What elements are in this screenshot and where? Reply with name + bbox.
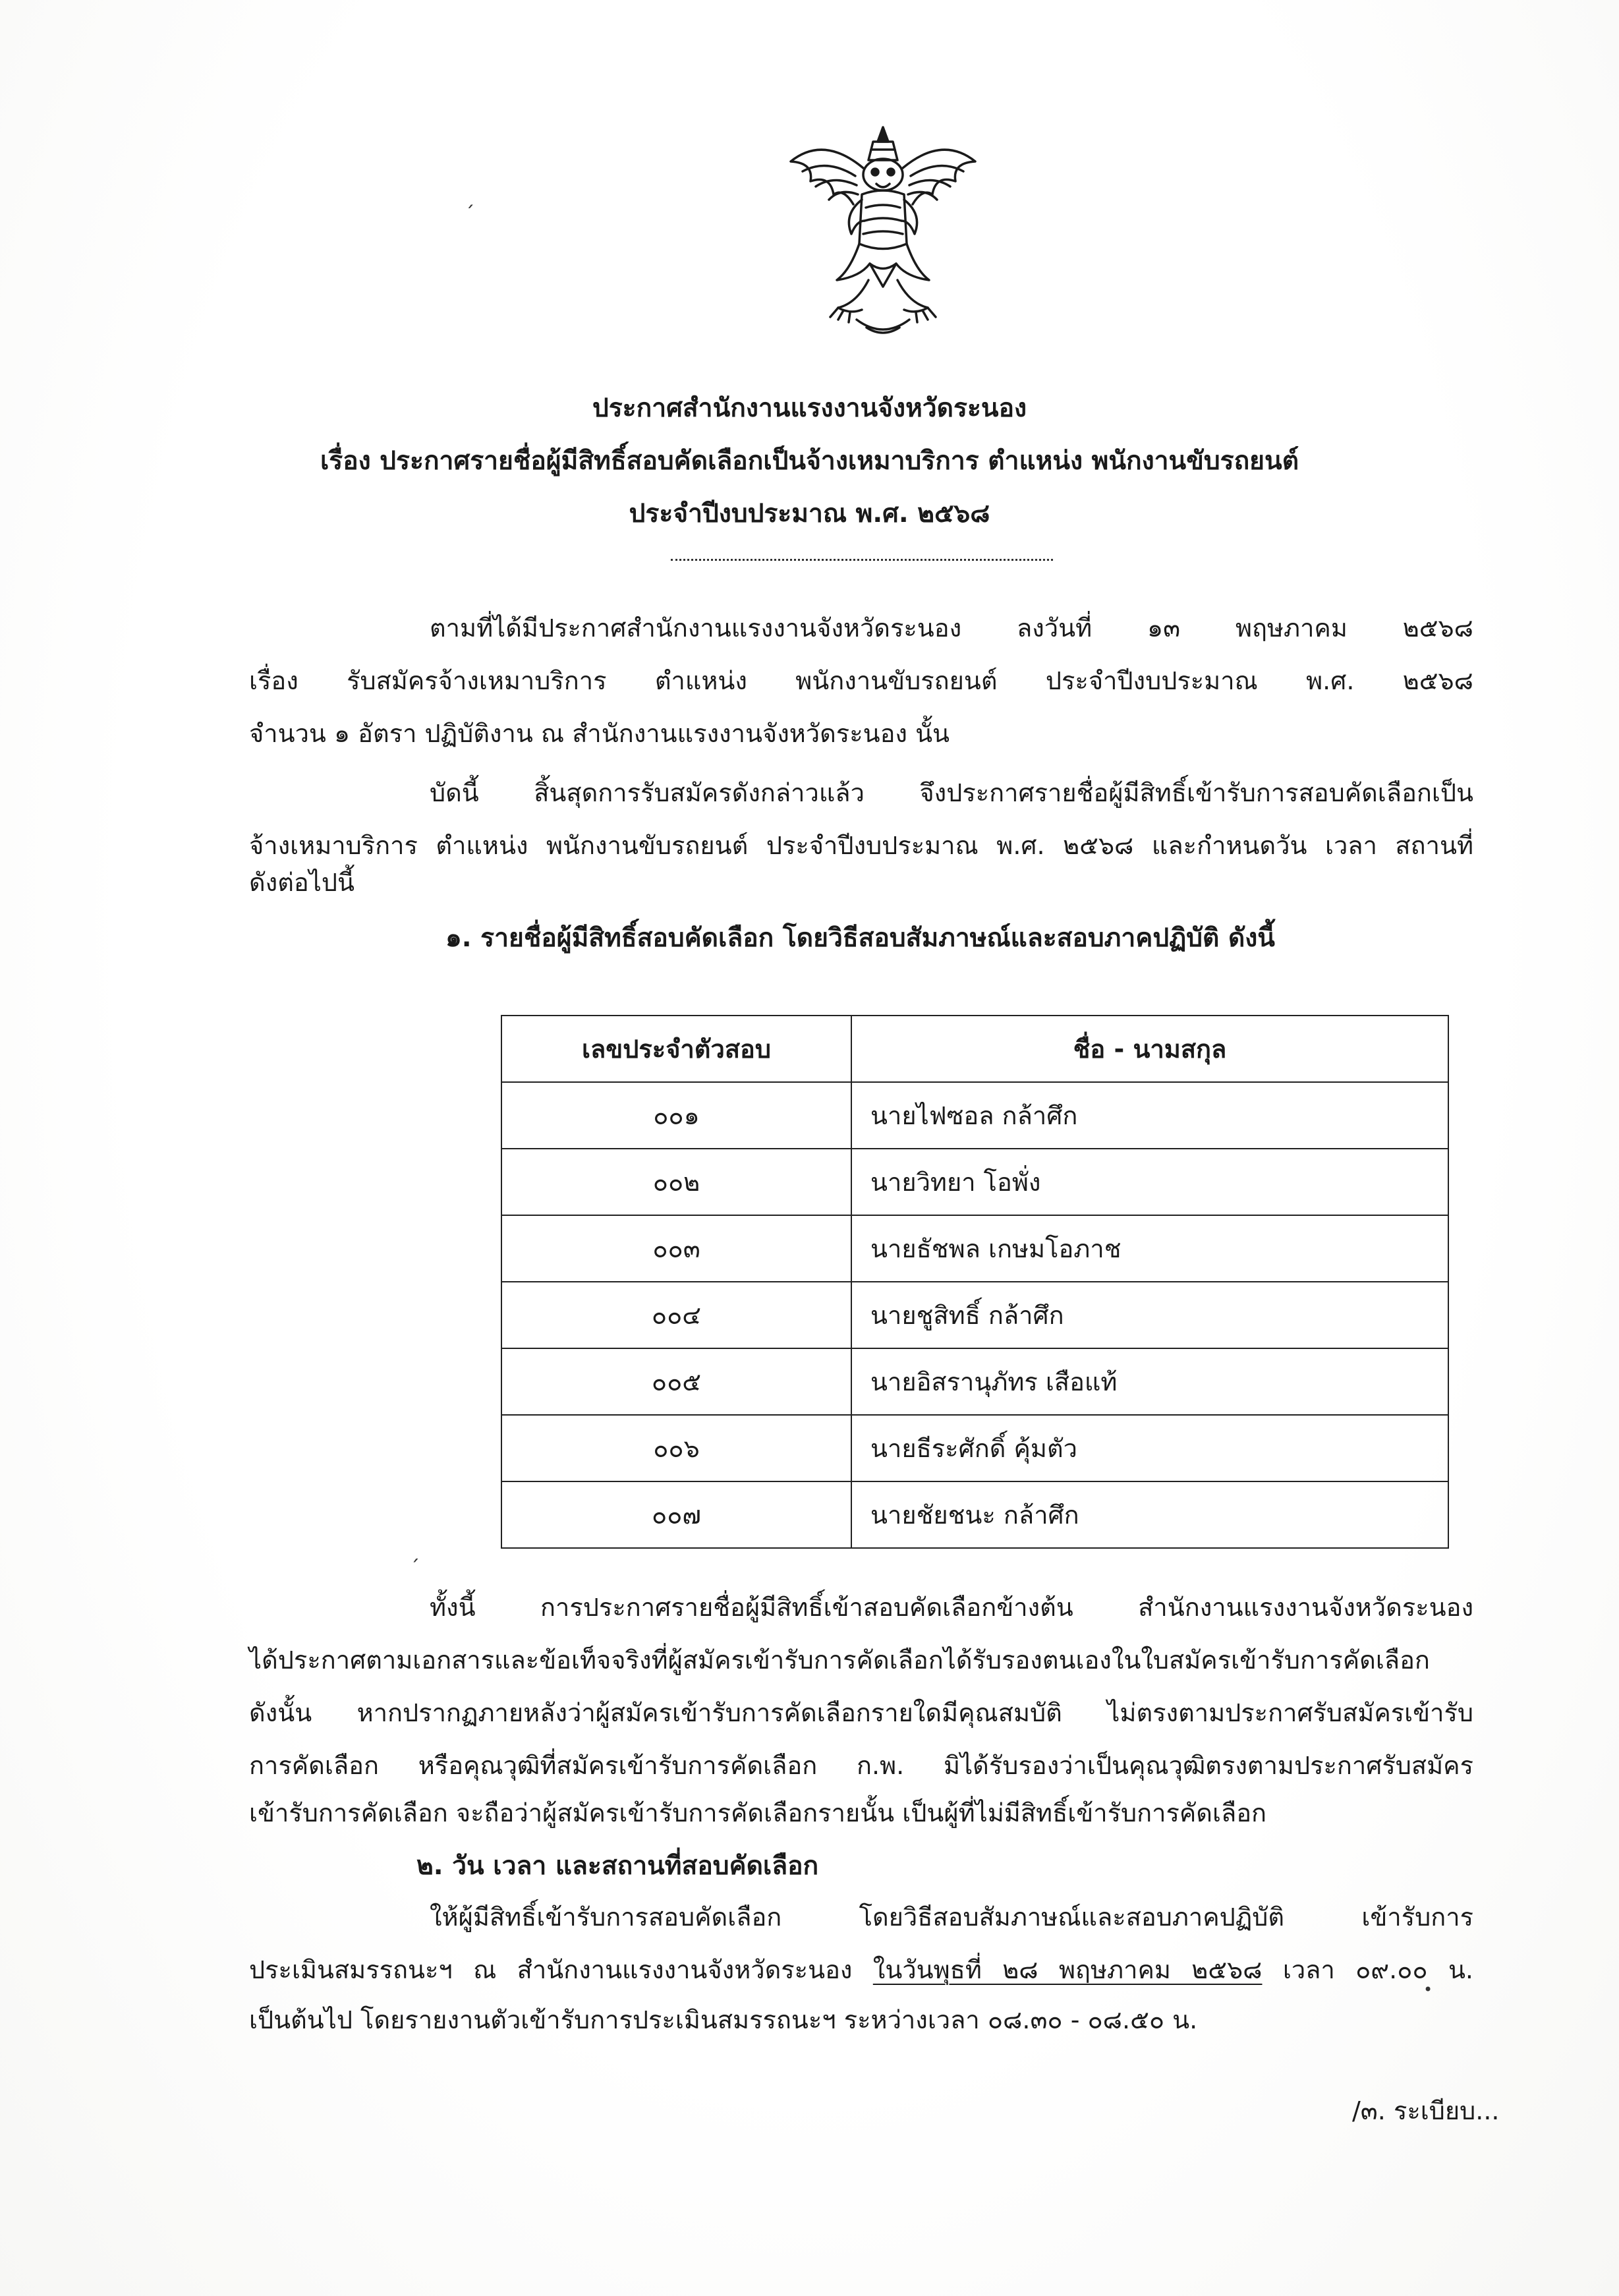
full-name-cell: นายธีระศักดิ์ คุ้มตัว: [851, 1415, 1448, 1481]
table-row: [501, 1149, 1448, 1215]
exam-id-cell: ๐๐๓: [501, 1215, 851, 1282]
table-row: [501, 1415, 1448, 1481]
full-name-cell: นายธัชพล เกษมโอภาช: [851, 1215, 1448, 1282]
intro-paragraph-2-line-3: ดังต่อไปนี้: [249, 868, 355, 897]
column-header-full-name: ชื่อ - นามสกุล: [851, 1016, 1448, 1082]
garuda-emblem-icon: [778, 122, 988, 346]
exam-id-cell: ๐๐๖: [501, 1415, 851, 1481]
intro-paragraph-1-line-1: ตามที่ได้มีประกาศสำนักงานแรงงานจังหวัดระนอง ลงวันที่ ๑๓ พฤษภาคม ๒๕๖๘: [430, 614, 1473, 643]
disclaimer-line-2: ได้ประกาศตามเอกสารและข้อเท็จจริงที่ผู้สมัครเข้ารับการคัดเลือกได้รับรองตนเองในใบสมัครเข้ารับการคัดเลือก: [249, 1646, 1430, 1675]
table-row: [501, 1481, 1448, 1548]
announcement-subject: เรื่อง ประกาศรายชื่อผู้มีสิทธิ์สอบคัดเลือกเป็นจ้างเหมาบริการ ตำแหน่ง พนักงานขับรถยนต์: [320, 446, 1299, 476]
column-header-exam-id: เลขประจำตัวสอบ: [501, 1016, 851, 1082]
intro-paragraph-1-line-3: จำนวน ๑ อัตรา ปฏิบัติงาน ณ สำนักงานแรงงานจังหวัดระนอง นั้น: [249, 719, 950, 748]
full-name-cell: นายชูสิทธิ์ กล้าศึก: [851, 1282, 1448, 1348]
disclaimer-line-1: ทั้งนี้ การประกาศรายชื่อผู้มีสิทธิ์เข้าสอบคัดเลือกข้างต้น สำนักงานแรงงานจังหวัดระนอง: [430, 1593, 1473, 1622]
table-row: [501, 1348, 1448, 1415]
full-name-cell: นายไฟซอล กล้าศึก: [851, 1082, 1448, 1149]
announcement-fiscal-year: ประจำปีงบประมาณ พ.ศ. ๒๕๖๘: [629, 499, 990, 529]
full-name-cell: นายวิทยา โอพั่ง: [851, 1149, 1448, 1215]
disclaimer-line-3: ดังนั้น หากปรากฏภายหลังว่าผู้สมัครเข้ารับการคัดเลือกรายใดมีคุณสมบัติ ไม่ตรงตามประกาศรับสมัครเข้ารับ: [249, 1698, 1473, 1727]
exam-id-cell: ๐๐๔: [501, 1282, 851, 1348]
section-2-line-2-lead: ประเมินสมรรถนะฯ ณ สำนักงานแรงงานจังหวัดระนอง: [249, 1955, 873, 1984]
intro-paragraph-2-line-1: บัดนี้ สิ้นสุดการรับสมัครดังกล่าวแล้ว จึงประกาศรายชื่อผู้มีสิทธิ์เข้ารับการสอบคัดเลือกเป็น: [430, 778, 1473, 807]
title-divider: [671, 559, 1053, 561]
candidate-table: [501, 1015, 1449, 1549]
table-header-row: [501, 1016, 1448, 1082]
exam-id-cell: ๐๐๕: [501, 1348, 851, 1415]
intro-paragraph-2-line-2: จ้างเหมาบริการ ตำแหน่ง พนักงานขับรถยนต์ ประจำปีงบประมาณ พ.ศ. ๒๕๖๘ และกำหนดวัน เวลา สถานที่: [249, 831, 1473, 860]
section-2-line-3: เป็นต้นไป โดยรายงานตัวเข้ารับการประเมินสมรรถนะฯ ระหว่างเวลา ๐๘.๓๐ - ๐๘.๕๐ น.: [249, 2005, 1198, 2034]
exam-id-cell: ๐๐๗: [501, 1481, 851, 1548]
disclaimer-line-5: เข้ารับการคัดเลือก จะถือว่าผู้สมัครเข้ารับการคัดเลือกรายนั้น เป็นผู้ที่ไม่มีสิทธิ์เข้ารับการคัดเลือก: [249, 1798, 1267, 1827]
announcement-title: ประกาศสำนักงานแรงงานจังหวัดระนอง: [592, 393, 1027, 423]
exam-id-cell: ๐๐๑: [501, 1082, 851, 1149]
page-continuation: /๓. ระเบียบ...: [1352, 2096, 1500, 2125]
section-2-heading: ๒. วัน เวลา และสถานที่สอบคัดเลือก: [416, 1851, 819, 1881]
section-2-line-2: [249, 1949, 1473, 1990]
section-2-line-2-time: เวลา ๐๙.๐๐ น.: [1262, 1955, 1474, 1984]
section-2-line-1: ให้ผู้มีสิทธิ์เข้ารับการสอบคัดเลือก โดยวิธีสอบสัมภาษณ์และสอบภาคปฏิบัติ เข้ารับการ: [430, 1903, 1473, 1932]
scan-mark: •: [1423, 1980, 1433, 1999]
full-name-cell: นายชัยชนะ กล้าศึก: [851, 1481, 1448, 1548]
scan-mark: ׳: [467, 198, 475, 221]
exam-date: ในวันพุธที่ ๒๘ พฤษภาคม ๒๕๖๘: [872, 1955, 1263, 1984]
intro-paragraph-1-line-2: เรื่อง รับสมัครจ้างเหมาบริการ ตำแหน่ง พนักงานขับรถยนต์ ประจำปีงบประมาณ พ.ศ. ๒๕๖๘: [249, 666, 1473, 695]
scan-mark: ´: [410, 1557, 420, 1580]
disclaimer-line-4: การคัดเลือก หรือคุณวุฒิที่สมัครเข้ารับการคัดเลือก ก.พ. มิได้รับรองว่าเป็นคุณวุฒิตรงตามประกาศรับสมัคร: [249, 1751, 1473, 1780]
exam-id-cell: ๐๐๒: [501, 1149, 851, 1215]
table-row: [501, 1282, 1448, 1348]
section-1-heading: ๑. รายชื่อผู้มีสิทธิ์สอบคัดเลือก โดยวิธีสอบสัมภาษณ์และสอบภาคปฏิบัติ ดังนี้: [445, 923, 1275, 953]
table-row: [501, 1215, 1448, 1282]
table-row: [501, 1082, 1448, 1149]
full-name-cell: นายอิสรานุภัทร เสือแท้: [851, 1348, 1448, 1415]
